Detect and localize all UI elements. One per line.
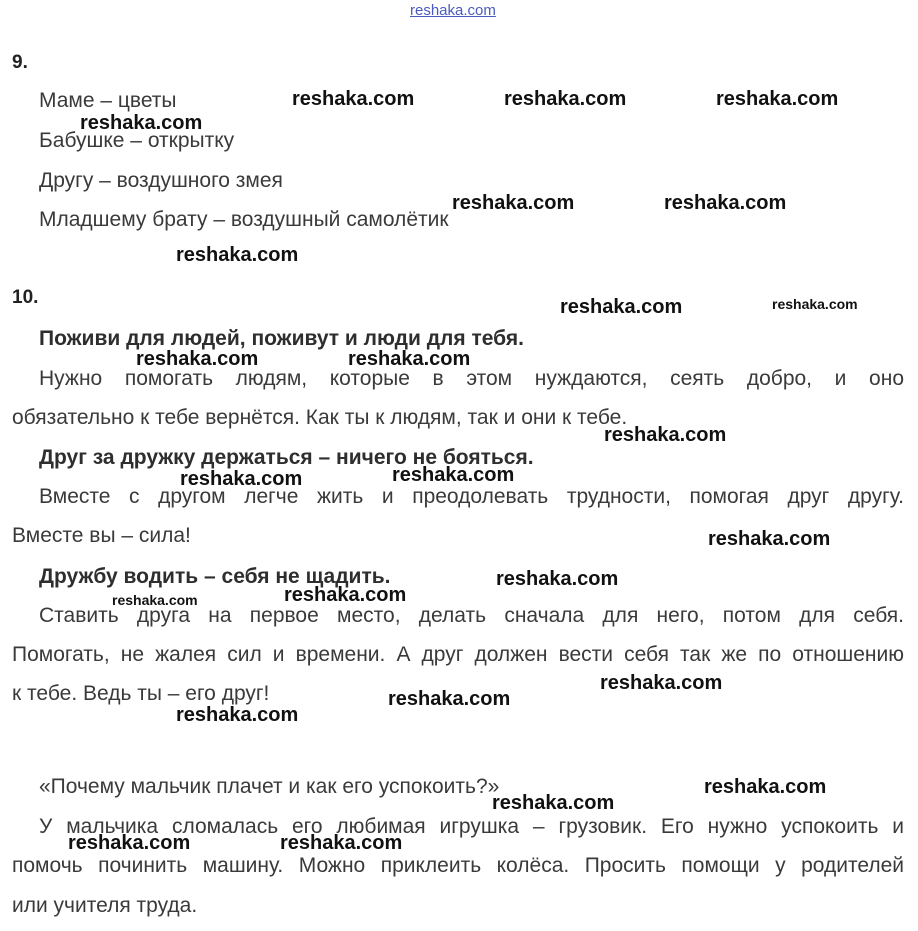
watermark-top: reshaka.com bbox=[410, 2, 496, 19]
task-9-line: Другу – воздушного змея bbox=[39, 169, 283, 192]
watermark: reshaka.com bbox=[392, 464, 515, 486]
watermark: reshaka.com bbox=[176, 704, 299, 726]
watermark: reshaka.com bbox=[496, 568, 619, 590]
watermark: reshaka.com bbox=[492, 792, 615, 814]
task-9-number: 9. bbox=[12, 52, 28, 73]
watermark: reshaka.com bbox=[708, 528, 831, 550]
story-title: «Почему мальчик плачет и как его успокоить?» bbox=[39, 775, 500, 798]
story-text-line: помочь починить машину. Можно приклеить колёса. Просить помощи у родителей bbox=[12, 854, 904, 877]
proverb-text-line: обязательно к тебе вернётся. Как ты к людям, так и они к тебе. bbox=[12, 406, 628, 429]
watermark: reshaka.com bbox=[704, 776, 827, 798]
watermark: reshaka.com bbox=[388, 688, 511, 710]
watermark: reshaka.com bbox=[280, 832, 403, 854]
watermark: reshaka.com bbox=[68, 832, 191, 854]
watermark: reshaka.com bbox=[112, 592, 198, 608]
watermark: reshaka.com bbox=[284, 584, 407, 606]
watermark: reshaka.com bbox=[180, 468, 303, 490]
watermark: reshaka.com bbox=[716, 88, 839, 110]
task-9-line: Маме – цветы bbox=[39, 89, 177, 112]
watermark: reshaka.com bbox=[604, 424, 727, 446]
watermark: reshaka.com bbox=[560, 296, 683, 318]
proverb-text-line: к тебе. Ведь ты – его друг! bbox=[12, 682, 270, 705]
proverb-text-line: Помогать, не жалея сил и времени. А друг должен вести себя так же по отношению bbox=[12, 643, 904, 666]
watermark: reshaka.com bbox=[80, 112, 203, 134]
watermark: reshaka.com bbox=[664, 192, 787, 214]
story-text-line: или учителя труда. bbox=[12, 894, 198, 917]
watermark: reshaka.com bbox=[136, 348, 259, 370]
watermark: reshaka.com bbox=[176, 244, 299, 266]
proverb-text-line: Ставить друга на первое место, делать сначала для него, потом для себя. bbox=[39, 604, 904, 627]
task-10-number: 10. bbox=[12, 287, 39, 308]
watermark: reshaka.com bbox=[452, 192, 575, 214]
watermark: reshaka.com bbox=[292, 88, 415, 110]
watermark: reshaka.com bbox=[600, 672, 723, 694]
task-9-line: Младшему брату – воздушный самолётик bbox=[39, 208, 449, 231]
watermark: reshaka.com bbox=[348, 348, 471, 370]
watermark: reshaka.com bbox=[772, 296, 858, 312]
watermark: reshaka.com bbox=[504, 88, 627, 110]
proverb-title: Друг за дружку держаться – ничего не бояться. bbox=[39, 446, 534, 469]
proverb-text-line: Вместе с другом легче жить и преодолевать трудности, помогая друг другу. bbox=[39, 485, 904, 508]
proverb-text-line: Нужно помогать людям, которые в этом нуждаются, сеять добро, и оно bbox=[39, 367, 904, 390]
proverb-title: Поживи для людей, поживут и люди для тебя. bbox=[39, 327, 524, 350]
story-text-line: У мальчика сломалась его любимая игрушка – грузовик. Его нужно успокоить и bbox=[39, 815, 904, 838]
proverb-title: Дружбу водить – себя не щадить. bbox=[39, 565, 391, 588]
proverb-text-line: Вместе вы – сила! bbox=[12, 524, 191, 547]
task-9-line: Бабушке – открытку bbox=[39, 129, 235, 152]
